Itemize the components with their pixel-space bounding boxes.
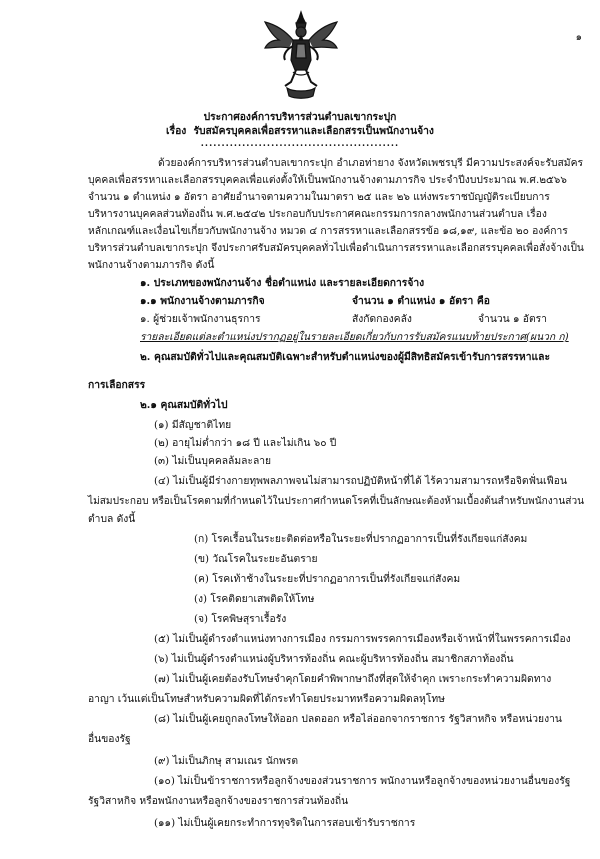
qualification-item: (๑) มีสัญชาติไทย [154, 419, 232, 431]
announcement-org-title: ประกาศองค์การบริหารส่วนตำบลเขากระปุก [203, 111, 397, 123]
qualification-item-7-cont: อาญา เว้นแต่เป็นโทษสำหรับความผิดที่ได้กระทำโดยประมาทหรือความผิดลหุโทษ [88, 693, 445, 705]
qualification-item: (๒) อายุไม่ต่ำกว่า ๑๘ ปี และไม่เกิน ๖๐ ปี [154, 437, 337, 449]
qualification-item-4-cont: ตำบล ดังนี้ [88, 513, 136, 525]
qualification-item-10-cont: รัฐวิสาหกิจ หรือพนักงานหรือลูกจ้างของราชการส่วนท้องถิ่น [88, 795, 349, 807]
qualification-item-11: (๑๑) ไม่เป็นผู้เคยกระทำการทุจริตในการสอบเข้ารับราชการ [154, 817, 416, 829]
qualification-item-10: (๑๐) ไม่เป็นข้าราชการหรือลูกจ้างของส่วนราชการ พนักงานหรือลูกจ้างของหน่วยงานอื่นของรัฐ [154, 775, 571, 787]
intro-line: บริหารส่วนตำบลเขากระปุก จึงประกาศรับสมัครบุคคลทั่วไปเพื่อดำเนินการสรรหาและเลือกสรรบุคคลเพื่อสั่งจ้างเป็น [88, 242, 584, 254]
subject-text: รับสมัครบุคคลเพื่อสรรหาและเลือกสรรเป็นพนักงานจ้าง [193, 125, 434, 137]
qualification-item-6: (๖) ไม่เป็นผู้ดำรงตำแหน่งผู้บริหารท้องถิ่น คณะผู้บริหารท้องถิ่น สมาชิกสภาท้องถิ่น [154, 653, 514, 665]
section1-title: ๑. ประเภทของพนักงานจ้าง ชื่อตำแหน่ง และรายละเอียดการจ้าง [140, 277, 425, 289]
qualification-item-9: (๙) ไม่เป็นภิกษุ สามเณร นักพรต [154, 755, 299, 767]
qualification-item-4-cont: ไม่สมประกอบ หรือเป็นโรคตามที่กำหนดไว้ในประกาศกำหนดโรคที่เป็นลักษณะต้องห้ามเบื้องต้นสำหรับพนักงานส่วน [88, 495, 585, 507]
intro-line: หลักเกณฑ์และเงื่อนไขเกี่ยวกับพนักงานจ้าง หมวด ๔ การสรรหาและเลือกสรรข้อ ๑๘,๑๙, และข้อ ๒๐ องค์การ [88, 225, 568, 237]
qualification-item-8-cont: อื่นของรัฐ [88, 733, 131, 745]
announcement-subject [0, 124, 600, 138]
intro-line: จำนวน ๑ ตำแหน่ง ๑ อัตรา อาศัยอำนาจตามความในมาตรา ๒๕ และ ๒๖ แห่งพระราชบัญญัติระเบียบการ [88, 191, 550, 203]
intro-line: ด้วยองค์การบริหารส่วนตำบลเขากระปุก อำเภอท่ายาง จังหวัดเพชรบุรี มีความประสงค์จะรับสมัคร [158, 157, 583, 169]
section1-subtitle: ๑.๑ พนักงานจ้างตามภารกิจ [140, 295, 265, 307]
qualification-item-4: (๔) ไม่เป็นผู้มีร่างกายทุพพลภาพจนไม่สามารถปฏิบัติหน้าที่ได้ ไร้ความสามารถหรือจิตฟั่นเฟือน [154, 475, 567, 487]
intro-line: บุคคลเพื่อสรรหาและเลือกสรรบุคคลเพื่อแต่งตั้งให้เป็นพนักงานจ้างตามภารกิจ ประจำปีงบประมาณ พ.ศ.๒๕๖๖ [88, 174, 567, 186]
position-name: ๑. ผู้ช่วยเจ้าพนักงานธุรการ [140, 313, 261, 325]
intro-line: พนักงานจ้างตามภารกิจ ดังนี้ [88, 259, 215, 271]
position-detail-note: รายละเอียดแต่ละตำแหน่งปรากฏอยู่ในรายละเอียดเกี่ยวกับการรับสมัครแนบท้ายประกาศ(ผนวก ก) [140, 331, 569, 343]
title-separator: ................................................ [200, 139, 400, 149]
disease-item: (ก) โรคเรื้อนในระยะติดต่อหรือในระยะที่ปรากฏอาการเป็นที่รังเกียจแก่สังคม [194, 533, 528, 545]
qualification-item-7: (๗) ไม่เป็นผู้เคยต้องรับโทษจำคุกโดยคำพิพากษาถึงที่สุดให้จำคุก เพราะกระทำความผิดทาง [154, 673, 552, 685]
page-number: ๑ [575, 32, 582, 43]
intro-line: บริหารงานบุคคลส่วนท้องถิ่น พ.ศ.๒๕๔๒ ประกอบกับประกาศคณะกรรมการกลางพนักงานส่วนตำบล เรื่อง [88, 208, 547, 220]
subject-label: เรื่อง [166, 125, 187, 137]
section2-subtitle: ๒.๑ คุณสมบัติทั่วไป [140, 399, 228, 411]
disease-item: (จ) โรคพิษสุราเรื้อรัง [194, 613, 287, 625]
position-department: สังกัดกองคลัง [352, 313, 412, 325]
disease-item: (ข) วัณโรคในระยะอันตราย [194, 553, 318, 565]
qualification-item-8: (๘) ไม่เป็นผู้เคยถูกลงโทษให้ออก ปลดออก หรือไล่ออกจากราชการ รัฐวิสาหกิจ หรือหน่วยงาน [154, 713, 562, 725]
section2-title-cont: การเลือกสรร [88, 379, 146, 391]
disease-item: (ง) โรคติดยาเสพติดให้โทษ [194, 593, 315, 605]
qualification-item: (๓) ไม่เป็นบุคคลล้มละลาย [154, 455, 272, 467]
position-count: จำนวน ๑ อัตรา [478, 313, 547, 325]
section1-count: จำนวน ๑ ตำแหน่ง ๑ อัตรา คือ [352, 295, 490, 307]
disease-item: (ค) โรคเท้าช้างในระยะที่ปรากฏอาการเป็นที่รังเกียจแก่สังคม [194, 573, 461, 585]
section2-title: ๒. คุณสมบัติทั่วไปและคุณสมบัติเฉพาะสำหรับตำแหน่งของผู้มีสิทธิสมัครเข้ารับการสรรหาและ [140, 351, 550, 363]
qualification-item-5: (๕) ไม่เป็นผู้ดำรงตำแหน่งทางการเมือง กรรมการพรรคการเมืองหรือเจ้าหน้าที่ในพรรคการเมือง [154, 633, 571, 645]
garuda-emblem-icon [263, 10, 339, 100]
